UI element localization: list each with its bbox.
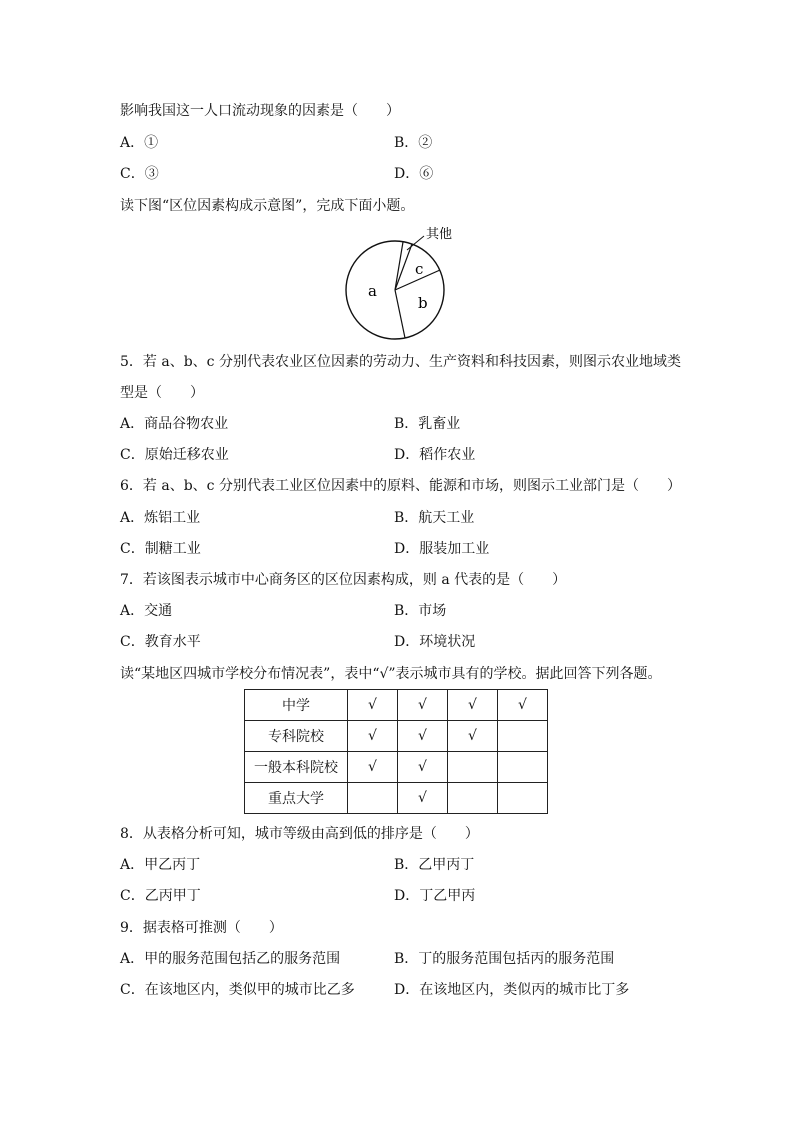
option-c: C．在该地区内，类似甲的城市比乙多 bbox=[120, 982, 355, 998]
option-c: C．乙丙甲丁 bbox=[120, 888, 201, 904]
option-b: B．乙甲丙丁 bbox=[394, 857, 475, 873]
table-cell: √ bbox=[348, 721, 398, 752]
row-label: 重点大学 bbox=[245, 783, 348, 814]
table-cell: √ bbox=[348, 690, 398, 721]
option-c: C．原始迁移农业 bbox=[120, 447, 229, 463]
table-cell bbox=[498, 783, 548, 814]
option-d: D．丁乙甲丙 bbox=[394, 888, 476, 904]
question-stem: 8．从表格分析可知，城市等级由高到低的排序是（ ） bbox=[120, 826, 479, 842]
option-d: D．稻作农业 bbox=[394, 447, 476, 463]
pie-label-other: 其他 bbox=[426, 227, 453, 242]
table-cell bbox=[448, 752, 498, 783]
option-c: C．③ bbox=[120, 166, 159, 182]
question-stem: 影响我国这一人口流动现象的因素是（ ） bbox=[120, 103, 400, 119]
school-distribution-table bbox=[244, 689, 548, 814]
table-cell: √ bbox=[398, 690, 448, 721]
table-row bbox=[245, 752, 548, 783]
option-b: B．乳畜业 bbox=[394, 416, 461, 432]
pie-chart bbox=[330, 222, 480, 344]
table-cell: √ bbox=[498, 690, 548, 721]
question-stem: 5．若 a、b、c 分别代表农业区位因素的劳动力、生产资料和科技因素，则图示农业地域类 bbox=[120, 354, 681, 370]
pie-label-a: a bbox=[368, 282, 377, 300]
option-c: C．制糖工业 bbox=[120, 541, 201, 557]
table-cell bbox=[498, 721, 548, 752]
pie-chart-figure bbox=[330, 222, 480, 344]
table-cell bbox=[348, 783, 398, 814]
row-label: 中学 bbox=[245, 690, 348, 721]
table-cell: √ bbox=[448, 721, 498, 752]
figure-intro: 读下图“区位因素构成示意图”，完成下面小题。 bbox=[120, 198, 415, 214]
question-stem-cont: 型是（ ） bbox=[120, 385, 204, 401]
pie-divider bbox=[395, 290, 405, 338]
option-b: B．② bbox=[394, 135, 433, 151]
table-cell: √ bbox=[398, 783, 448, 814]
table-row bbox=[245, 690, 548, 721]
table-row bbox=[245, 783, 548, 814]
option-b: B．丁的服务范围包括丙的服务范围 bbox=[394, 951, 615, 967]
table-cell bbox=[498, 752, 548, 783]
option-b: B．航天工业 bbox=[394, 510, 475, 526]
option-c: C．教育水平 bbox=[120, 634, 201, 650]
row-label: 一般本科院校 bbox=[245, 752, 348, 783]
row-label: 专科院校 bbox=[245, 721, 348, 752]
option-d: D．服装加工业 bbox=[394, 541, 490, 557]
table-cell: √ bbox=[348, 752, 398, 783]
pie-label-c: c bbox=[415, 260, 424, 278]
option-a: A．① bbox=[120, 135, 159, 151]
option-a: A．交通 bbox=[120, 603, 173, 619]
question-stem: 7．若该图表示城市中心商务区的区位因素构成，则 a 代表的是（ ） bbox=[120, 572, 567, 588]
pie-label-b: b bbox=[418, 294, 428, 312]
pie-divider bbox=[395, 242, 403, 290]
option-a: A．甲乙丙丁 bbox=[120, 857, 201, 873]
option-d: D．环境状况 bbox=[394, 634, 476, 650]
table-cell bbox=[448, 783, 498, 814]
table-row bbox=[245, 721, 548, 752]
option-d: D．⑥ bbox=[394, 166, 434, 182]
option-a: A．甲的服务范围包括乙的服务范围 bbox=[120, 951, 341, 967]
option-a: A．炼铝工业 bbox=[120, 510, 201, 526]
question-stem: 6．若 a、b、c 分别代表工业区位因素中的原料、能源和市场，则图示工业部门是（ ） bbox=[120, 478, 681, 494]
option-a: A．商品谷物农业 bbox=[120, 416, 229, 432]
question-stem: 9．据表格可推测（ ） bbox=[120, 920, 283, 936]
table-cell: √ bbox=[398, 721, 448, 752]
table-intro: 读“某地区四城市学校分布情况表”，表中“√”表示城市具有的学校。据此回答下列各题。 bbox=[120, 666, 662, 682]
table-cell: √ bbox=[398, 752, 448, 783]
table-cell: √ bbox=[448, 690, 498, 721]
option-b: B．市场 bbox=[394, 603, 447, 619]
option-d: D．在该地区内，类似丙的城市比丁多 bbox=[394, 982, 630, 998]
